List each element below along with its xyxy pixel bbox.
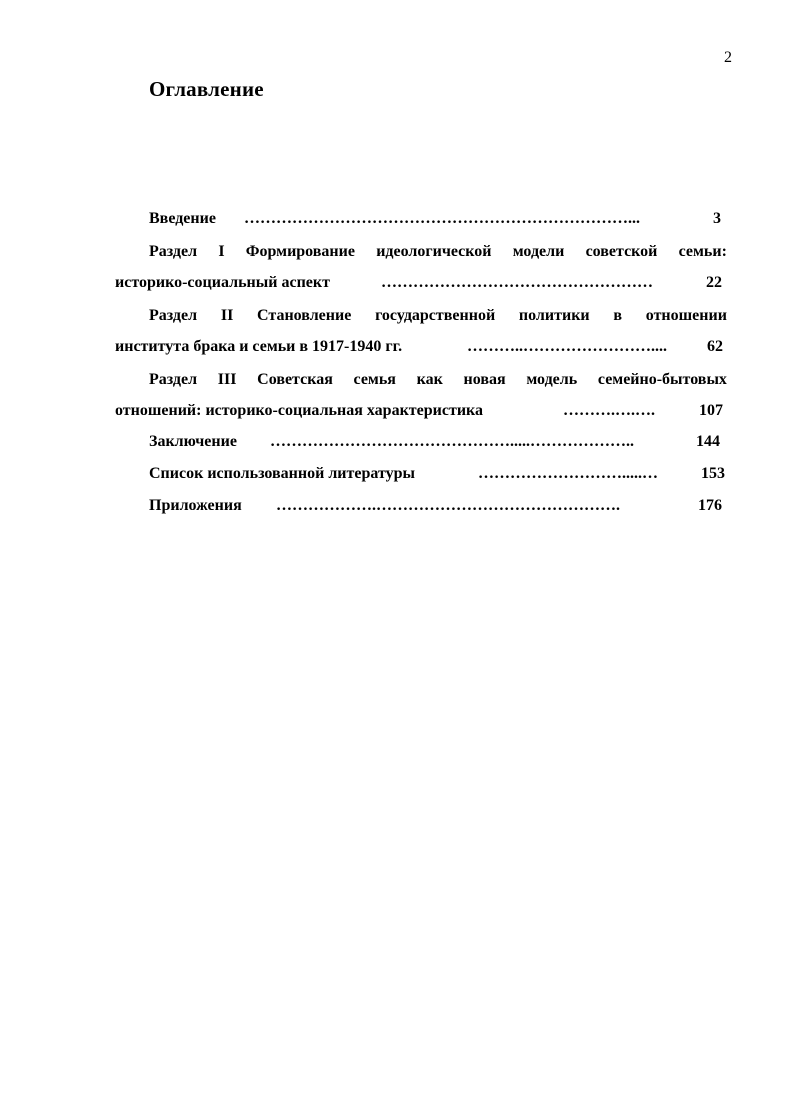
toc-entry-section1-line2 xyxy=(0,269,793,297)
toc-entry-title: отношений: историко-социальная характеристика xyxy=(115,402,484,419)
toc-entry-section1-line1 xyxy=(0,238,793,266)
toc-entry-leader: ……….….…. xyxy=(563,402,655,419)
toc-word: советской xyxy=(585,243,658,260)
toc-word: модель xyxy=(526,371,578,388)
toc-word: семья xyxy=(353,371,396,388)
toc-word: Раздел xyxy=(149,371,198,388)
toc-entry-leader: ……………….………………………………………. xyxy=(276,497,620,514)
toc-word: в xyxy=(613,307,623,324)
toc-entry-section3-line2 xyxy=(0,397,793,425)
toc-entry-intro xyxy=(0,205,793,233)
toc-entry-leader: ………………………………………………………………... xyxy=(244,210,640,227)
toc-entry-title: Приложения xyxy=(149,497,242,514)
toc-word: идеологической xyxy=(376,243,492,260)
page-number: 2 xyxy=(724,49,732,66)
toc-entry-page: 3 xyxy=(713,210,721,227)
toc-entry-page: 107 xyxy=(699,402,723,419)
toc-word: II xyxy=(220,307,234,324)
toc-word: Становление xyxy=(257,307,352,324)
toc-entry-leader: ………..…………………….... xyxy=(467,338,667,355)
toc-entry-conclusion xyxy=(0,428,793,456)
toc-word: Раздел xyxy=(149,243,198,260)
toc-entry-page: 62 xyxy=(707,338,723,355)
toc-entry-title: Список использованной литературы xyxy=(149,465,415,482)
toc-word: государственной xyxy=(375,307,496,324)
toc-entry-section3-line1 xyxy=(0,366,793,394)
toc-entry-page: 144 xyxy=(696,433,720,450)
toc-word: Формирование xyxy=(245,243,355,260)
toc-entry-title: Заключение xyxy=(149,433,237,450)
toc-word: модели xyxy=(512,243,565,260)
toc-entry-leader: ……………………….....… xyxy=(478,465,658,482)
toc-entry-title: историко-социальный аспект xyxy=(115,274,330,291)
toc-entry-section2-line1 xyxy=(0,302,793,330)
toc-entry-section2-line2 xyxy=(0,333,793,361)
toc-entry-leader: …………………………………………… xyxy=(381,274,653,291)
toc-word: как xyxy=(416,371,443,388)
toc-word: Советская xyxy=(257,371,333,388)
toc-heading: Оглавление xyxy=(149,77,264,101)
toc-entry-page: 153 xyxy=(701,465,725,482)
toc-word: политики xyxy=(518,307,590,324)
toc-word: III xyxy=(217,371,237,388)
toc-entry-leader: ……………………………………….....……………….. xyxy=(270,433,634,450)
toc-word: семьи: xyxy=(678,243,727,260)
toc-word: I xyxy=(218,243,225,260)
toc-word: семейно-бытовых xyxy=(597,371,727,388)
toc-word: отношении xyxy=(645,307,727,324)
toc-word: новая xyxy=(463,371,506,388)
toc-entry-appendices xyxy=(0,492,793,520)
toc-word: Раздел xyxy=(149,307,198,324)
toc-entry-page: 176 xyxy=(698,497,722,514)
toc-entry-title: Введение xyxy=(149,210,216,227)
toc-entry-title: института брака и семьи в 1917-1940 гг. xyxy=(115,338,403,355)
toc-entry-page: 22 xyxy=(706,274,722,291)
toc-entry-references xyxy=(0,460,793,488)
